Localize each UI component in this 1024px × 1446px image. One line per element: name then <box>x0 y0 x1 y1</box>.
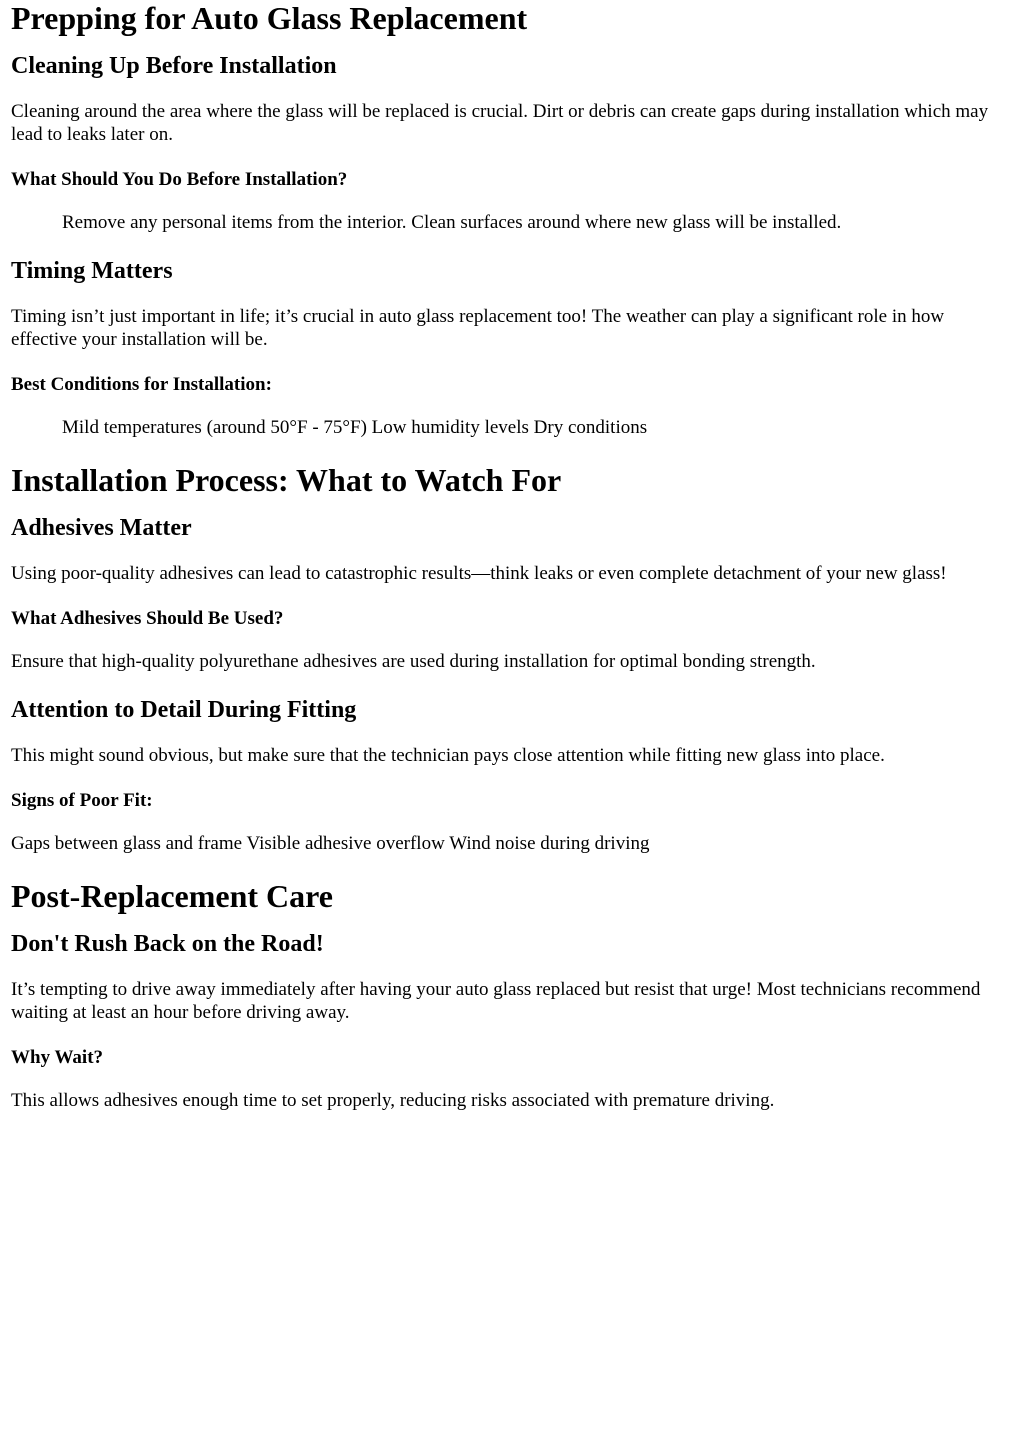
heading-best-conditions: Best Conditions for Installation: <box>11 374 272 395</box>
paragraph-timing: Timing isn’t just important in life; it’s crucial in auto glass replacement too! The weather can play a significant role in how effective your installation will be. <box>11 306 945 350</box>
section-title-prepping: Prepping for Auto Glass Replacement <box>11 0 528 36</box>
heading-poor-fit: Signs of Poor Fit: <box>11 790 153 811</box>
heading-which-adhesives: What Adhesives Should Be Used? <box>11 608 284 629</box>
paragraph-fitting: This might sound obvious, but make sure that the technician pays close attention while fitting new glass into place. <box>11 745 885 766</box>
paragraph-cleaning: Cleaning around the area where the glass will be replaced is crucial. Dirt or debris can create gaps during installation which may lead to leaks later on. <box>11 101 989 145</box>
section-title-installation: Installation Process: What to Watch For <box>11 462 562 498</box>
paragraph-best-conditions: Mild temperatures (around 50°F - 75°F) Low humidity levels Dry conditions <box>62 417 648 438</box>
paragraph-why-wait: This allows adhesives enough time to set properly, reducing risks associated with premature driving. <box>11 1090 775 1111</box>
paragraph-adhesives: Using poor-quality adhesives can lead to catastrophic results—think leaks or even complete detachment of your new glass! <box>11 563 947 584</box>
heading-timing: Timing Matters <box>11 258 173 284</box>
paragraph-dont-rush: It’s tempting to drive away immediately after having your auto glass replaced but resist that urge! Most technicians recommend waiting at least an hour before driving away. <box>11 979 981 1023</box>
heading-why-wait: Why Wait? <box>11 1047 104 1068</box>
paragraph-which-adhesives: Ensure that high-quality polyurethane adhesives are used during installation for optimal bonding strength. <box>11 651 816 672</box>
heading-dont-rush: Don't Rush Back on the Road! <box>11 931 324 957</box>
heading-cleaning: Cleaning Up Before Installation <box>11 53 337 79</box>
paragraph-before-installation: Remove any personal items from the interior. Clean surfaces around where new glass will be installed. <box>62 212 842 233</box>
heading-fitting: Attention to Detail During Fitting <box>11 697 357 723</box>
paragraph-poor-fit: Gaps between glass and frame Visible adhesive overflow Wind noise during driving <box>11 833 650 854</box>
section-title-post-replacement: Post-Replacement Care <box>11 878 333 914</box>
heading-before-installation: What Should You Do Before Installation? <box>11 169 348 190</box>
heading-adhesives: Adhesives Matter <box>11 515 192 541</box>
